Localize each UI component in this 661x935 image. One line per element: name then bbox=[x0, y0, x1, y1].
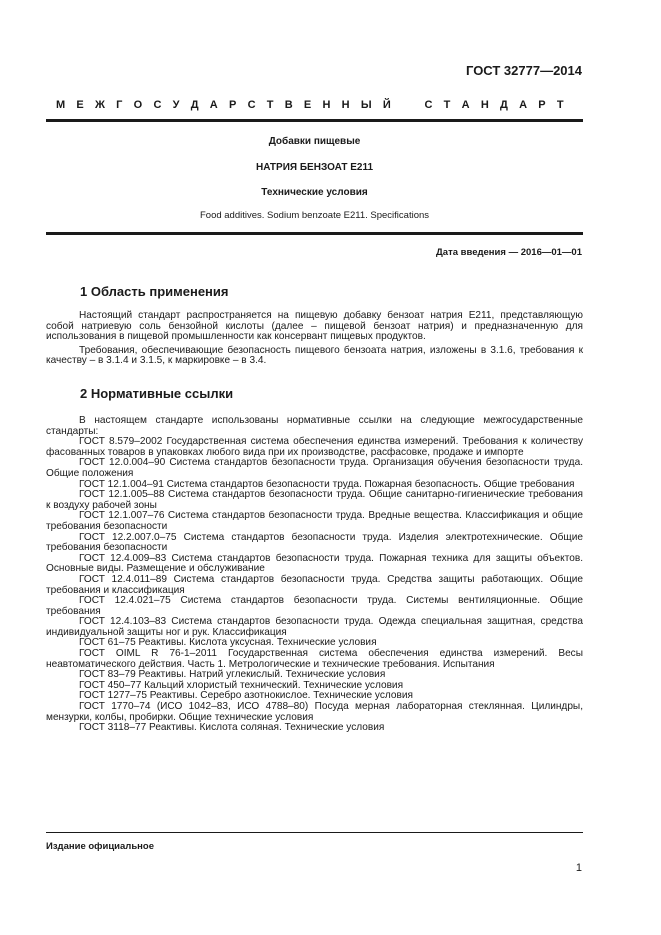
reference-item: ГОСТ 8.579–2002 Государственная система обеспечения единства измерений. Требования к количеству фасованных товаров в упаковках любого вида при их производстве, расфасовке, продаже и импорте bbox=[46, 436, 583, 458]
reference-item: ГОСТ 61–75 Реактивы. Кислота уксусная. Технические условия bbox=[79, 637, 377, 649]
reference-item: ГОСТ OIML R 76-1–2011 Государственная система обеспечения единства измерений. Весы неавтоматического действия. Часть 1. Метрологические и технические требования. Испытания bbox=[46, 648, 583, 670]
reference-item: ГОСТ 1277–75 Реактивы. Серебро азотнокислое. Технические условия bbox=[79, 690, 413, 702]
banner-letter: Т bbox=[443, 99, 451, 111]
title-divider bbox=[46, 232, 583, 235]
title-category: Добавки пищевые bbox=[268, 136, 361, 147]
reference-item: ГОСТ 12.4.103–83 Система стандартов безопасности труда. Одежда специальная защитная, средства индивидуальной защиты ног и рук. Классификация bbox=[46, 616, 583, 638]
reference-item: ГОСТ 12.1.004–91 Система стандартов безопасности труда. Пожарная безопасность. Общие требования bbox=[79, 478, 575, 490]
banner-letter: С bbox=[153, 99, 162, 111]
reference-item: ГОСТ 83–79 Реактивы. Натрий углекислый. Технические условия bbox=[79, 669, 386, 681]
intro-date-label: Дата введения bbox=[436, 247, 506, 258]
reference-item: ГОСТ 12.2.007.0–75 Система стандартов безопасности труда. Изделия электротехнические. Общие требования безопасности bbox=[46, 531, 583, 554]
paragraph: Требования, обеспечивающие безопасность пищевого бензоата натрия, изложены в 3.1.6, требования к качеству – в 3.1.4 и 3.1.5, к маркировке – в 3.4. bbox=[46, 344, 583, 367]
reference-item: ГОСТ 12.0.004–90 Система стандартов безопасности труда. Организация обучения безопасности труда. Общие положения bbox=[46, 457, 583, 479]
header-divider bbox=[46, 119, 583, 122]
banner-letter: О bbox=[133, 99, 143, 111]
reference-item: ГОСТ 3118–77 Реактивы. Кислота соляная. Технические условия bbox=[79, 722, 385, 734]
reference-item: ГОСТ 1770–74 (ИСО 1042–83, ИСО 4788–80) Посуда мерная лабораторная стеклянная. Цилиндры, мензурки, колбы, пробирки. Общие технические условия bbox=[46, 701, 583, 723]
banner-letter: М bbox=[56, 99, 66, 111]
reference-item: ГОСТ 450–77 Кальций хлористый технический. Технические условия bbox=[79, 679, 404, 691]
banner-letter: Р bbox=[538, 99, 546, 111]
reference-item: ГОСТ 12.1.007–76 Система стандартов безопасности труда. Вредные вещества. Классификация и общие требования безопасности bbox=[46, 510, 583, 532]
banner-letter: Ы bbox=[360, 99, 372, 111]
title-name: НАТРИЯ БЕНЗОАТ Е211 bbox=[255, 162, 374, 173]
banner-letter: Т bbox=[266, 99, 274, 111]
banner-letter: Е bbox=[76, 99, 84, 111]
banner-letter: Н bbox=[322, 99, 331, 111]
intro-date-value: — 2016—01—01 bbox=[508, 247, 582, 258]
interstate-standard-banner bbox=[56, 99, 564, 111]
banner-letter: С bbox=[424, 99, 433, 111]
title-subtitle: Технические условия bbox=[261, 187, 368, 198]
footer-divider bbox=[46, 832, 583, 833]
banner-letter: А bbox=[461, 99, 470, 111]
banner-letter: В bbox=[284, 99, 293, 111]
section-1-heading: 1 Область применения bbox=[80, 284, 229, 299]
page-number: 1 bbox=[575, 862, 582, 874]
banner-letter: Д bbox=[500, 99, 508, 111]
banner-letter: А bbox=[519, 99, 528, 111]
banner-letter: Ж bbox=[94, 99, 105, 111]
banner-letter: А bbox=[209, 99, 218, 111]
banner-letter: С bbox=[247, 99, 256, 111]
reference-item: ГОСТ 12.4.011–89 Система стандартов безопасности труда. Средства защиты работающих. Общие требования и классификация bbox=[46, 573, 583, 596]
banner-letter: Н bbox=[480, 99, 489, 111]
paragraph: Настоящий стандарт распространяется на пищевую добавку бензоат натрия Е211, представляющую собой натриевую соль бензойной кислоты (далее – пищевой бензоат натрия) и предназначенную для использования в пищевой промышленности как консервант пищевых продуктов. bbox=[46, 310, 583, 343]
section-1-body bbox=[46, 311, 583, 367]
banner-letter: Т bbox=[556, 99, 564, 111]
reference-item: ГОСТ 12.4.009–83 Система стандартов безопасности труда. Пожарная техника для защиты объектов. Основные виды. Размещение и обслуживание bbox=[46, 552, 583, 575]
banner-letter: Р bbox=[228, 99, 237, 111]
banner-letter: Д bbox=[190, 99, 199, 111]
banner-letter: Й bbox=[382, 99, 391, 111]
banner-letter: У bbox=[172, 99, 180, 111]
banner-letter: Е bbox=[303, 99, 312, 111]
section-2-body bbox=[46, 416, 583, 734]
title-english: Food additives. Sodium benzoate E211. Specifications bbox=[199, 210, 430, 221]
section-2-heading: 2 Нормативные ссылки bbox=[80, 386, 234, 401]
reference-item: ГОСТ 12.1.005–88 Система стандартов безопасности труда. Общие санитарно-гигиенические требования к воздуху рабочей зоны bbox=[46, 489, 583, 511]
official-edition-note: Издание официальное bbox=[46, 841, 154, 852]
banner-letter: Н bbox=[341, 99, 350, 111]
introduction-date bbox=[436, 247, 582, 258]
paragraph: В настоящем стандарте использованы нормативные ссылки на следующие межгосударственные стандарты: bbox=[46, 415, 583, 437]
reference-item: ГОСТ 12.4.021–75 Система стандартов безопасности труда. Системы вентиляционные. Общие требования bbox=[46, 595, 583, 617]
banner-letter: Г bbox=[116, 99, 123, 111]
document-code: ГОСТ 32777—2014 bbox=[466, 63, 582, 78]
